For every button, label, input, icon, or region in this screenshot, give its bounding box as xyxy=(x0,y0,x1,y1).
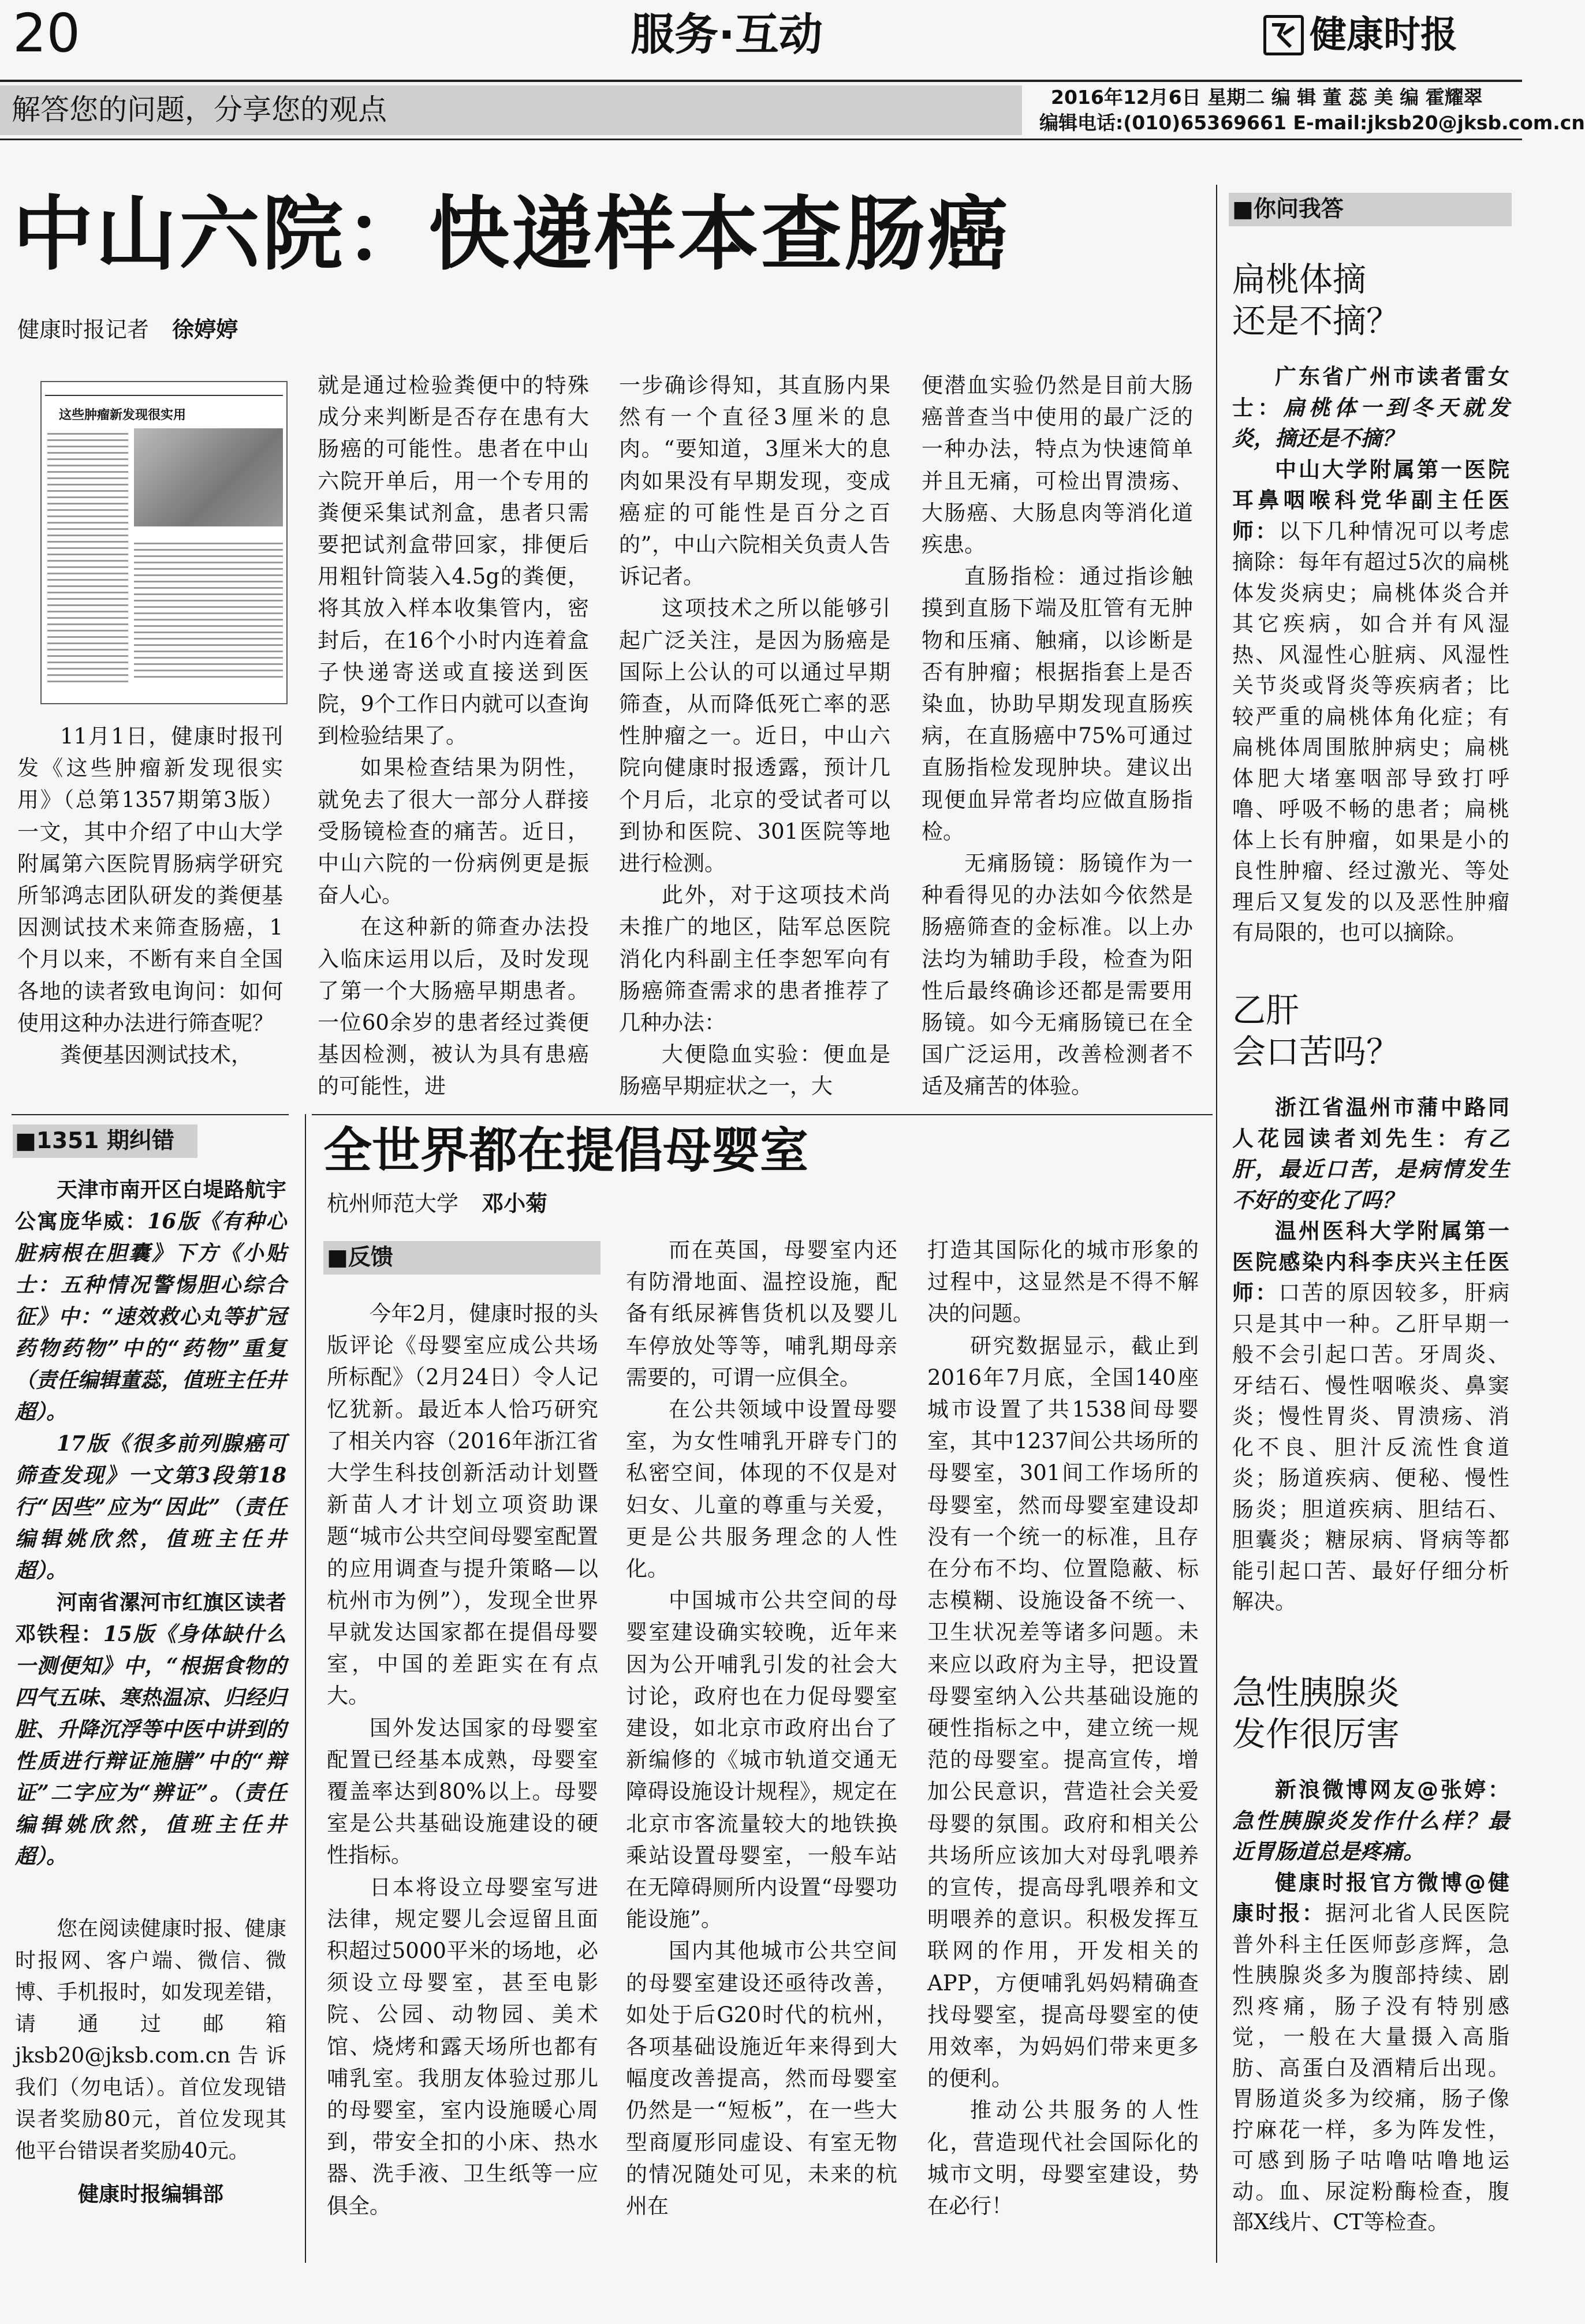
newspaper-thumbnail xyxy=(40,381,288,704)
main-headline: 中山六院：快递样本查肠癌 xyxy=(13,188,1011,282)
qa-asker: 浙江省温州市蒲中路同人花园读者刘先生： xyxy=(1232,1095,1509,1151)
qa-body xyxy=(1232,1774,1509,2238)
qa-body xyxy=(1232,361,1509,948)
second-col-3 xyxy=(927,1234,1199,2222)
qa-item-2 xyxy=(1232,989,1509,1617)
correction-item xyxy=(15,1428,286,1587)
paragraph: 粪便基因测试技术， xyxy=(60,1043,252,1068)
paragraph: 日本将设立母婴室写进法律，规定婴儿会逗留且面积超过5000平米的场地，必须设立母婴室，甚至电影院、公园、动物园、美术馆、烧烤和露天场所也都有哺乳室。我朋友体验过那儿的母婴室，室内设施暖心周到，带安全扣的小床、热水器、洗手液、卫生纸等一应俱全。 xyxy=(327,1874,598,2218)
thumb-text-block xyxy=(47,428,128,682)
date-line: 2016年12月6日 星期二 编 辑 董 蕊 美 编 霍耀翠 xyxy=(1051,86,1483,109)
corrections-top-rule xyxy=(12,1114,289,1115)
paragraph: 一步确诊得知，其直肠内果然有一个直径3厘米的息肉。“要知道，3厘米大的息肉如果没有早期发现，变成癌症的可能性是百分之百的”，中山六院相关负责人告诉记者。 xyxy=(619,373,890,589)
paragraph: 无痛肠镜：肠镜作为一种看得见的办法如今依然是肠癌筛查的金标准。以上办法均为辅助手段，检查为阳性后最终确诊还都是需要用肠镜。如今无痛肠镜已在全国广泛运用，改善检测者不适及痛苦的体验。 xyxy=(922,851,1193,1099)
paragraph: 国内其他城市公共空间的母婴室建设还亟待改善，如处于后G20时代的杭州，各项基础设施近年来得到大幅度改善提高，然而母婴室仍然是一“短板”，在一些大型商厦形同虚设、有室无物的情况随处可见，未来的杭州在 xyxy=(626,1938,897,2219)
corrections-signature: 健康时报编辑部 xyxy=(77,2183,223,2206)
paragraph: 推动公共服务的人性化，营造现代社会国际化的城市文明，母婴室建设，势在必行！ xyxy=(927,2098,1199,2219)
paragraph: 在这种新的筛查办法投入临床运用以后，及时发现了第一个大肠癌早期患者。一位60余岁的患者经过粪便基因检测，被认为具有患癌的可能性，进 xyxy=(318,914,589,1099)
thumb-caption: 这些肿瘤新发现很实用 xyxy=(59,408,187,423)
page-number: 20 xyxy=(13,2,81,64)
paragraph: 研究数据显示，截止到2016年7月底，全国140座城市设置了共1538间母婴室，其中1237间公共场所的母婴室，301间工作场所的母婴室，然而母婴室建设却没有一个统一的标准，且存在分布不均、位置隐蔽、标志模糊、设施设备不统一、卫生状况差等诸多问题。未来应以政府为主导，把设置母婴室纳入公共基础设施的硬性指标之中，建立统一规范的母婴室。提高宣传，增加公民意识，营造社会关爱母婴的氛围。政府和相关公共场所应该加大对母乳喂养的宣传，提高母乳喂养和文明喂养的意识。积极发挥互联网的作用，开发相关的APP，方便哺乳妈妈精确查找母婴室，提高母婴室的使用效率，为妈妈们带来更多的便利。 xyxy=(927,1333,1199,2091)
section-title: 服务·互动 xyxy=(631,9,823,60)
paragraph: 打造其国际化的城市形象的过程中，这显然是不得不解决的问题。 xyxy=(927,1238,1199,1327)
correction-reader: 天津市南开区白堤路航宇公寓庞华威： xyxy=(15,1178,286,1234)
newspaper-logo xyxy=(1263,13,1512,59)
paragraph: 今年2月，健康时报的头版评论《母婴室应成公共场所标配》（2月24日）令人记忆犹新。最近本人恰巧研究了相关内容（2016年浙江省大学生科技创新活动计划暨新苗人才计划立项资助课题“城市公共空间母婴室配置的应用调查与提升策略—以杭州市为例”），发现全世界早就发达国家都在提倡母婴室，中国的差距实在有点大。 xyxy=(327,1301,598,1709)
corrections-body xyxy=(15,1174,286,2210)
contact-line: 编辑电话:(010)65369661 E-mail:jksb20@jksb.com.cn xyxy=(1039,111,1585,134)
second-headline: 全世界都在提倡母婴室 xyxy=(323,1122,809,1179)
second-col-1 xyxy=(327,1298,598,2222)
paragraph: 便潜血实验仍然是目前大肠癌普查当中使用的最广泛的一种办法，特点为快速简单并且无痛，可检出胃溃疡、大肠癌、大肠息肉等消化道疾患。 xyxy=(922,373,1193,558)
byline-label: 健康时报记者 xyxy=(17,317,150,342)
qa-asker: 广东省广州市读者雷女士： xyxy=(1232,364,1509,420)
thumb-photo xyxy=(134,428,283,526)
paragraph: 而在英国，母婴室内还有防滑地面、温控设施，配备有纸尿裤售货机以及婴儿车停放处等等，哺乳期母亲需要的，可谓一应俱全。 xyxy=(626,1238,897,1390)
byline-name: 邓小菊 xyxy=(482,1191,548,1216)
thumb-header-bar xyxy=(45,386,283,396)
qa-title: 扁桃体摘 还是不摘？ xyxy=(1232,260,1400,341)
qa-answerer: 健康时报官方微博@健康时报： xyxy=(1232,1870,1509,1926)
paragraph: 就是通过检验粪便中的特殊成分来判断是否存在患有大肠癌的可能性。患者在中山六院开单后，用一个专用的粪便采集试剂盒，患者只需要把试剂盒带回家，排便后用粗针筒装入4.5g的粪便，将其放入样本收集管内，密封后，在16个小时内连着盒子快递寄送或直接送到医院，9个工作日内就可以查询到检验结果了。 xyxy=(318,373,589,749)
column-divider xyxy=(305,1114,306,2263)
qa-answer: 据河北省人民医院普外科主任医师彭彦辉，急性胰腺炎多为腹部持续、剧烈疼痛，肠子没有特别感觉，一般在大量摄入高脂肪、高蛋白及酒精后出现。胃肠道炎多为绞痛，肠子像拧麻花一样，多为阵发性，可感到肠子咕噜咕噜地运动。血、尿淀粉酶检查，腹部X线片、CT等检查。 xyxy=(1232,1901,1510,2235)
logo-emblem-icon xyxy=(1263,15,1304,55)
main-col-1 xyxy=(17,720,283,1071)
qa-body xyxy=(1232,1092,1509,1617)
main-col-2 xyxy=(318,369,589,1103)
qa-item-1 xyxy=(1232,259,1509,948)
second-byline xyxy=(327,1189,547,1218)
section-divider xyxy=(312,1114,1213,1115)
paragraph: 这项技术之所以能够引起广泛关注，是因为肠癌是国际上公认的可以通过早期筛查，从而降低死亡率的恶性肿瘤之一。近日，中山六院向健康时报透露，预计几个月后，北京的受试者可以到协和医院、301医院等地进行检测。 xyxy=(619,596,890,876)
qa-heading: ■你问我答 xyxy=(1232,196,1344,222)
main-byline xyxy=(17,315,238,344)
corrections-heading: ■1351 期纠错 xyxy=(15,1128,174,1154)
logo-text: 健康时报 xyxy=(1310,14,1457,57)
masthead-bottom-rule xyxy=(0,139,1522,140)
masthead-rule xyxy=(0,80,1522,82)
slogan: 解答您的问题，分享您的观点 xyxy=(12,93,387,126)
second-col-2 xyxy=(626,1234,897,2222)
correction-reader: 河南省漯河市红旗区读者邓铁程： xyxy=(15,1591,286,1646)
qa-asker: 新浪微博网友@张婷： xyxy=(1275,1777,1509,1802)
correction-text: 17版《很多前列腺癌可筛查发现》一文第3段第18行“因些”应为“因此”（责任编辑姚欣然，值班主任井超）。 xyxy=(15,1432,286,1583)
paragraph: 此外，对于这项技术尚未推广的地区，陆军总医院消化内科副主任李恕军向有肠癌筛查需求的患者推荐了几种办法： xyxy=(619,883,890,1036)
column-divider xyxy=(1216,185,1217,2263)
qa-question: 有乙肝，最近口苦，是病情发生不好的变化了吗？ xyxy=(1232,1125,1510,1213)
paragraph: 如果检查结果为阴性，就免去了很大一部分人群接受肠镜检查的痛苦。近日，中山六院的一份病例更是振奋人心。 xyxy=(318,755,589,908)
qa-answer: 以下几种情况可以考虑摘除：每年有超过5次的扁桃体发炎病史；扁桃体炎合并其它疾病，如合并有风湿热、风湿性心脏病、风湿性关节炎或肾炎等疾病者；比较严重的扁桃体角化症；有扁桃体周围脓肿病史；扁桃体肥大堵塞咽部导致打呼噜、呼吸不畅的患者；扁桃体上长有肿瘤，如果是小的良性肿瘤、经过激光、等处理后又复发的以及恶性肿瘤有局限的，也可以摘除。 xyxy=(1232,518,1510,945)
qa-answerer: 温州医科大学附属第一医院感染内科李庆兴主任医师： xyxy=(1232,1219,1509,1305)
main-col-4 xyxy=(922,369,1193,1103)
qa-answerer: 中山大学附属第一医院耳鼻咽喉科党华副主任医师： xyxy=(1232,457,1509,544)
main-col-3 xyxy=(619,369,890,1103)
qa-answer: 口苦的原因较多，肝病只是其中一种。乙肝早期一般不会引起口苦。牙周炎、牙结石、慢性咽喉炎、鼻窦炎；慢性胃炎、胃溃疡、消化不良、胆汁反流性食道炎；肠道疾病、便秘、慢性肠炎；胆道疾病、胆结石、胆囊炎；糖尿病、肾病等都能引起口苦、最好仔细分析解决。 xyxy=(1232,1280,1510,1614)
byline-label: 杭州师范大学 xyxy=(327,1191,459,1216)
byline-name: 徐婷婷 xyxy=(172,317,238,342)
paragraph: 大便隐血实验：便血是肠癌早期症状之一，大 xyxy=(619,1042,890,1099)
paragraph: 11月1日，健康时报刊发《这些肿瘤新发现很实用》（总第1357期第3版）一文，其中介绍了中山大学附属第六医院胃肠病学研究所邹鸿志团队研发的粪便基因测试技术来筛查肠癌，1个月以来，不断有来自全国各地的读者致电询问：如何使用这种办法进行筛查呢？ xyxy=(17,724,283,1036)
qa-question: 急性胰腺炎发作什么样？最近胃肠道总是疼痛。 xyxy=(1232,1807,1509,1864)
paragraph: 中国城市公共空间的母婴室建设确实较晚，近年来因为公开哺乳引发的社会大讨论，政府也在力促母婴室建设，如北京市政府出台了新编修的《城市轨道交通无障碍设施设计规程》，规定在北京市客流量较大的地铁换乘站设置母婴室，一般车站在无障碍厕所内设置“母婴功能设施”。 xyxy=(626,1588,897,1932)
paragraph: 在公共领域中设置母婴室，为女性哺乳开辟专门的私密空间，体现的不仅是对妇女、儿童的尊重与关爱，更是公共服务理念的人性化。 xyxy=(626,1397,897,1582)
feedback-tag: ■反馈 xyxy=(327,1245,393,1271)
correction-text: 15版《身体缺什么一测便知》中，“根据食物的四气五味、寒热温凉、归经归脏、升降沉浮等中医中讲到的性质进行辩证施膳”中的“辩证”二字应为“辨证”。（责任编辑姚欣然，值班主任井超）。 xyxy=(15,1622,286,1869)
correction-text: 16版《有种心脏病根在胆囊》下方《小贴士：五种情况警惕胆心综合征》中：“速效救心丸等扩冠药物药物”中的“药物”重复（责任编辑董蕊，值班主任井超）。 xyxy=(15,1209,286,1424)
thumb-text-block-2 xyxy=(134,538,283,682)
paragraph: 国外发达国家的母婴室配置已经基本成熟，母婴室覆盖率达到80%以上。母婴室是公共基础设施建设的硬性指标。 xyxy=(327,1715,598,1868)
correction-item xyxy=(15,1174,286,1428)
qa-title: 乙肝 会口苦吗？ xyxy=(1232,991,1400,1071)
qa-question: 扁桃体一到冬天就发炎，摘还是不摘？ xyxy=(1232,394,1510,451)
correction-item xyxy=(15,1587,286,1873)
paragraph: 直肠指检：通过指诊触摸到直肠下端及肛管有无肿物和压痛、触痛，以诊断是否有肿瘤；根据指套上是否染血，协助早期发现直肠疾病，在直肠癌中75%可通过直肠指检发现肿块。建议出现便血异常者均应做直肠指检。 xyxy=(922,564,1193,844)
qa-title: 急性胰腺炎 发作很厉害 xyxy=(1232,1673,1400,1754)
corrections-notice: 您在阅读健康时报、健康时报网、客户端、微信、微博、手机报时，如发现差错，请通过邮箱jksb20@jksb.com.cn告诉我们（勿电话）。首位发现错误者奖励80元，首位发现其他平台错误者奖励40元。 xyxy=(15,1917,286,2163)
qa-item-3 xyxy=(1232,1672,1509,2238)
